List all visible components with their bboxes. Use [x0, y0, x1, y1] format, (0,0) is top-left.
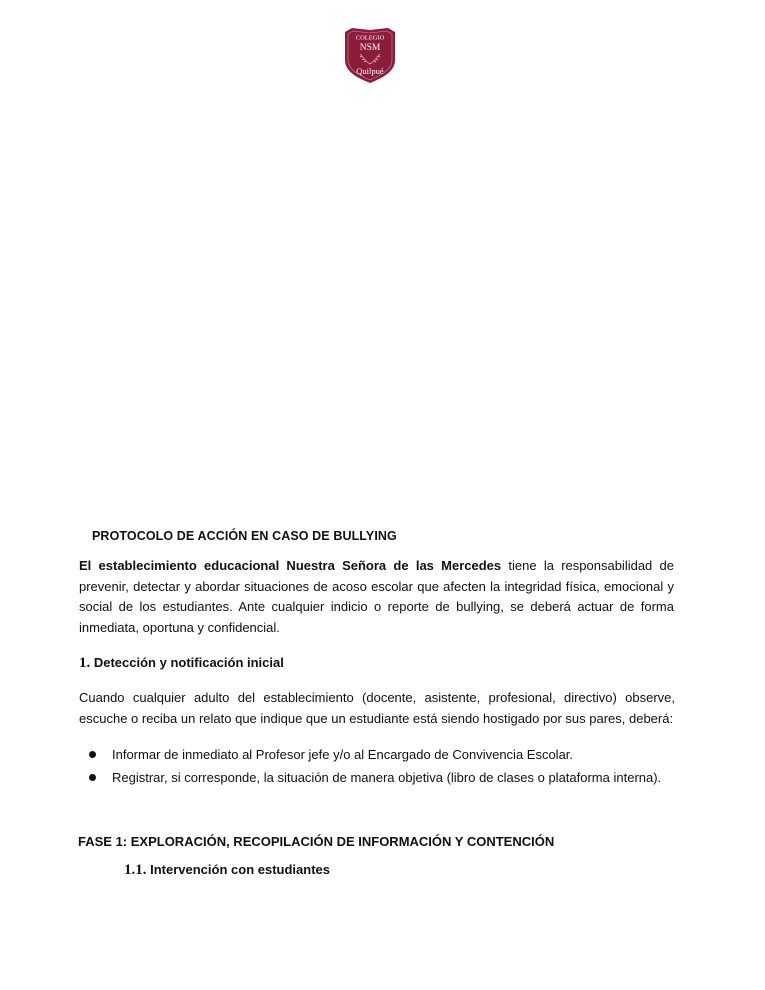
phase1-heading: FASE 1: EXPLORACIÓN, RECOPILACIÓN DE INFORMACIÓN Y CONTENCIÓN [78, 834, 555, 849]
section1-title: Detección y notificación inicial [90, 655, 284, 670]
document-title: PROTOCOLO DE ACCIÓN EN CASO DE BULLYING [92, 529, 397, 543]
intro-bold: El establecimiento educacional Nuestra Señora de las Mercedes [79, 558, 502, 573]
section1-number: 1. [79, 655, 91, 671]
bullet-dot-icon [89, 751, 96, 758]
intro-paragraph [79, 556, 674, 638]
list-item [88, 745, 708, 768]
list-item-text: Informar de inmediato al Profesor jefe y/o al Encargado de Convivencia Escolar. [112, 747, 574, 762]
subsection-heading [124, 862, 330, 879]
logo-line3: Quilpué [356, 66, 384, 76]
section1-heading [79, 655, 284, 672]
bullet-dot-icon [89, 774, 96, 781]
list-item-text: Registrar, si corresponde, la situación de manera objetiva (libro de clases o plataforma interna). [112, 769, 662, 785]
logo-line1: COLEGIO [355, 34, 385, 42]
list-item [88, 768, 708, 791]
bullet-list [88, 745, 708, 790]
subsection-title: Intervención con estudiantes [146, 862, 330, 877]
subsection-number: 1.1. [124, 862, 147, 878]
logo-line2: NSM [359, 43, 381, 53]
school-logo [342, 26, 398, 84]
section1-paragraph: Cuando cualquier adulto del establecimiento (docente, asistente, profesional, directivo) observe, escuche o reciba un relato que indique que un estudiante está siendo hostigado por sus pares, deberá: [79, 690, 675, 726]
shield-crest-icon [342, 26, 398, 84]
intro-text: tiene la responsabilidad de prevenir, detectar y abordar situaciones de acoso escolar que afecten la integridad física, emocional y social de los estudiantes. Ante cualquier indicio o reporte de bullying, se deberá actuar de forma inmediata, oportuna y confidencial. [79, 558, 674, 635]
